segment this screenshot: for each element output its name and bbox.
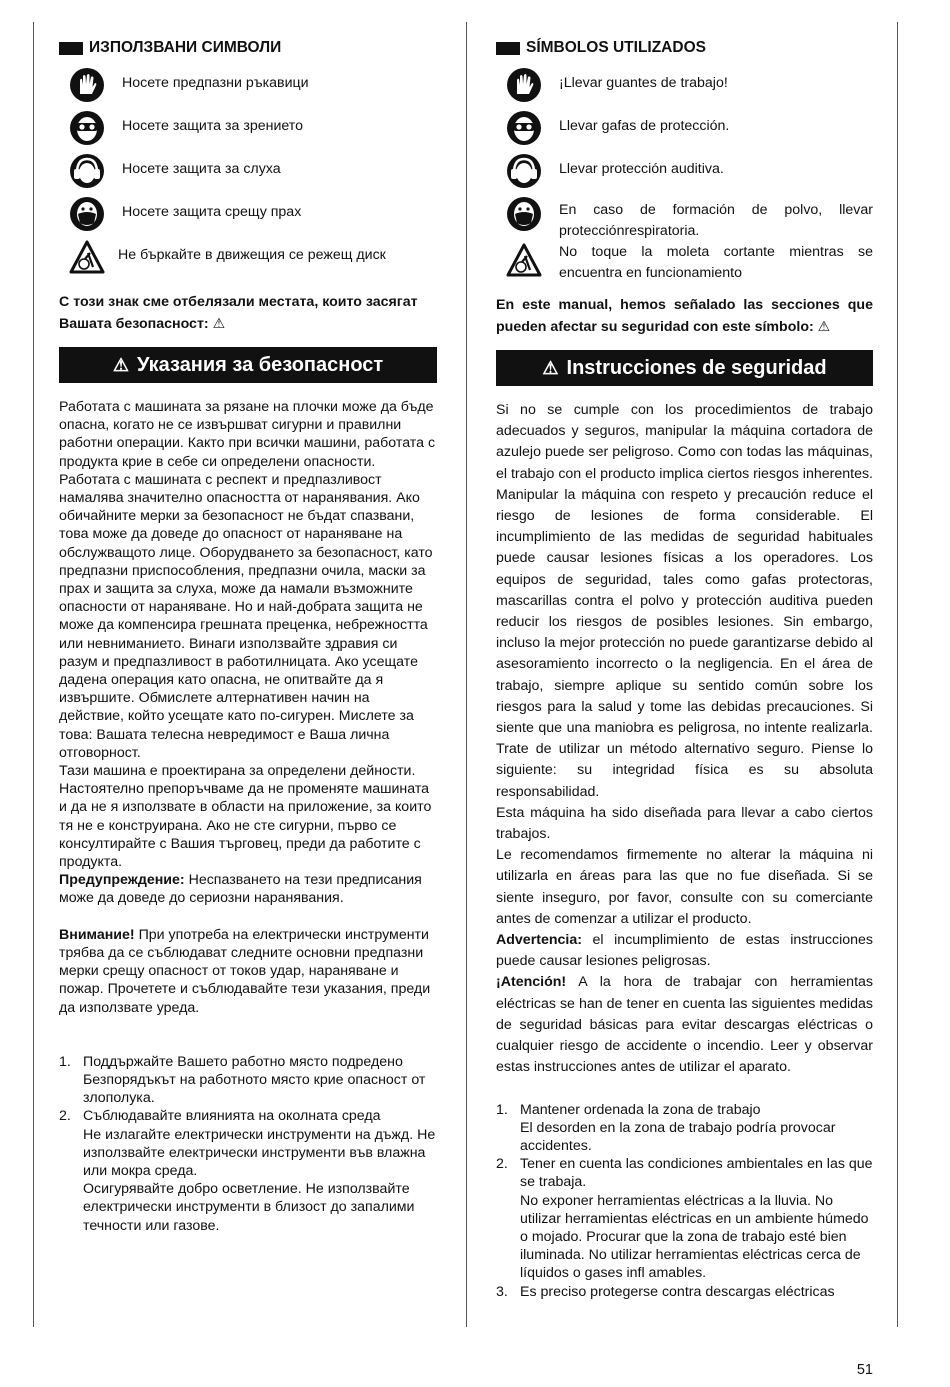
symbol-text: En caso de formación de polvo, llevar protecciónrespiratoria.: [559, 202, 873, 239]
paragraph: Тази машина е проектирана за определени дейности.: [59, 763, 416, 780]
symbol-row-goggles: [59, 110, 437, 153]
gloves-icon: [69, 67, 105, 103]
symbol-text: Не бъркайте в движещия се режещ диск: [118, 247, 386, 263]
blade-warning-icon: [69, 239, 105, 275]
list-item: 2. Tener en cuenta las condiciones ambientales en las que se trabaja. No exponer herramientas eléctricas a la lluvia. No utilizar herramientas eléctricas en un ambiente húmedo o mojado. Procurar que la zona de trabajo esté bien iluminada. No utilizar herramientas eléctricas cerca de líquidos o gases infl amables.: [496, 1156, 873, 1282]
paragraph: Si no se cumple con los procedimientos de trabajo adecuados y seguros, manipular la máquina cortadora de azulejo puede ser peligroso. Como con todas las máquinas, el trabajo con el producto implica ciertos riesgos inherentes. Manipular la máquina con respeto y precaución reduce el riesgo de lesiones de forma considerable. El incumplimiento de las medidas de seguridad habituales puede causar lesiones físicas a los operadores. Los equipos de seguridad, tales como gafas protectoras, mascarillas contra el polvo y protección auditiva pueden reducir los riesgos de posibles lesiones. Sin embargo, incluso la mejor protección no puede garantizarse debido al asesoramiento incorrecto o la negligencia. En el área de trabajo, siempre aplique su sentido común sobre los riesgos para la salud y tome las debidas precauciones. Si siente que una maniobra es peligrosa, no intente realizarla. Trate de utilizar un método alternativo seguro. Piense lo siguiente: su integridad física es su absoluta responsabilidad.: [496, 402, 873, 800]
heading-marker: [496, 42, 520, 55]
list-item: 1. Mantener ordenada la zona de trabajo El desorden en la zona de trabajo podría provocar accidentes.: [496, 1101, 836, 1154]
warning-triangle-icon: ⚠: [212, 315, 226, 332]
symbol-text: Llevar gafas de protección.: [559, 118, 730, 134]
symbol-row-goggles: [496, 110, 873, 153]
symbol-text: Носете защита за слуха: [122, 161, 281, 177]
warning-paragraph: Предупреждение: Неспазването на тези предписания може да доведе до сериозни наранявания.: [59, 872, 422, 907]
attention-paragraph: ¡Atención! A la hora de trabajar con herramientas eléctricas se han de tener en cuenta las siguientes medidas de seguridad básicas para evitar descargas eléctricas o cualquier riesgo de accidente o incendio. Leer y observar estas instrucciones antes de utilizar el aparato.: [496, 974, 873, 1076]
ear-protection-icon: [69, 153, 105, 189]
safety-banner: ⚠ Instrucciones de seguridad: [496, 350, 873, 386]
left-page-border: [33, 22, 34, 1327]
attention-paragraph: Внимание! При употреба на електрически инструменти трябва да се съблюдават следните основни предпазни мерки срещу опасност от токов удар, нараняване и пожар. Прочетете и съблюдавайте тези указания, преди да използвате уреда.: [59, 926, 431, 1016]
bulgarian-column: [59, 38, 437, 1235]
safety-rules-list: [59, 1053, 437, 1235]
dust-mask-icon: [506, 196, 542, 232]
paragraph: Esta máquina ha sido diseñada para llevar a cabo ciertos trabajos.: [496, 804, 873, 843]
warning-paragraph: Advertencia: el incumplimiento de estas instrucciones puede causar lesiones peligrosas.: [496, 932, 873, 970]
safety-note: En este manual, hemos señalado las secciones que pueden afectar su seguridad con este símbolo: ⚠: [496, 297, 873, 335]
warning-triangle-icon: ⚠: [817, 318, 831, 335]
symbol-text: Носете защита за зрението: [122, 118, 304, 134]
page-number: 51: [856, 1362, 873, 1378]
ear-protection-icon: [506, 153, 542, 189]
symbol-row-ear-protection: [59, 153, 437, 196]
symbol-text: Носете предпазни ръкавици: [122, 75, 309, 91]
symbol-row-gloves: [496, 67, 873, 110]
symbols-heading: SÍMBOLOS UTILIZADOS: [496, 38, 873, 58]
symbol-text: No toque la moleta cortante mientras se encuentra en funcionamiento: [559, 244, 873, 281]
list-item: 2. Съблюдавайте влиянията на околната среда Не излагайте електрически инструменти на дъжд. Не използвайте електрически инструменти във влажна или мокра среда. Осигурявайте добро осветление. Не използвайте електрически инструменти в близост до запалими течности или газове.: [59, 1108, 436, 1234]
symbol-row-blade-warning: [496, 242, 873, 285]
safety-body-text: [496, 400, 873, 1079]
dust-mask-icon: [69, 196, 105, 232]
center-divider: [466, 22, 467, 1327]
symbol-row-ear-protection: [496, 153, 873, 196]
symbols-heading: ИЗПОЛЗВАНИ СИМВОЛИ: [59, 38, 437, 58]
safety-note: С този знак сме отбелязали местата, които засягат Вашата безопасност: ⚠: [59, 294, 418, 332]
paragraph: Работата с машината за рязане на плочки може да бъде опасна, когато не се извършват сигурни и правилни работни операции. Както при всички машини, работата с продукта крие в себе си определени опасности. Работата с машината с респект и предпазливост намалява значително опасността от наранявания. Ако обичайните мерки за безопасност не бъдат спазвани, това може да доведе до опасност от нараняване на обслужващото лице. Оборудването за безопасност, като предпазни приспособления, предпазни очила, маски за прах и защита за слуха, може да намали възможните опасности от нараняване. Но и най-добрата защита не може да компенсира грешната преценка, небрежността или невниманието. Винаги използвайте здравия си разум и предпазливост в работилницата. Ако усещате дадена операция като опасна, не опитвайте да я извършите. Обмислете алтернативен начин на действие, който усещате като по-сигурен. Мислете за това: Вашата телесна невредимост е Ваша лична отговорност.: [59, 399, 436, 761]
list-item: 1. Поддържайте Вашето работно място подредено Безпорядъкът на работното място крие опасност от злополука.: [59, 1053, 426, 1107]
paragraph: Настоятелно препоръчваме да не променяте машината и да не я използвате в области на приложение, за които тя не е конструирана. Ако не сте сигурни, първо се консултирайте с Вашия търговец, преди да работите с продукта.: [59, 781, 432, 871]
right-page-border: [897, 22, 898, 1327]
symbol-row-gloves: [59, 67, 437, 110]
spanish-column: [496, 38, 873, 1301]
symbol-row-dust-mask: [59, 196, 437, 239]
list-item: 3. Es preciso protegerse contra descargas eléctricas: [496, 1283, 835, 1300]
warning-triangle-icon: ⚠: [112, 354, 129, 375]
warning-triangle-icon: ⚠: [542, 357, 559, 378]
safety-banner: ⚠ Указания за безопасност: [59, 347, 437, 383]
gloves-icon: [506, 67, 542, 103]
symbol-row-blade-warning: [59, 239, 437, 282]
safety-body-text: [59, 398, 437, 1017]
blade-warning-icon: [506, 242, 542, 278]
goggles-icon: [506, 110, 542, 146]
symbol-row-dust-mask: [496, 196, 873, 242]
symbol-text: ¡Llevar guantes de trabajo!: [559, 75, 728, 91]
symbol-text: Носете защита срещу прах: [122, 204, 302, 220]
paragraph: Le recomendamos firmemente no alterar la máquina ni utilizarla en áreas para las que no fue diseñada. Si se siente inseguro, por favor, consulte con su comerciante antes de comenzar a utilizar el producto.: [496, 847, 873, 927]
safety-rules-list: [496, 1101, 873, 1301]
goggles-icon: [69, 110, 105, 146]
heading-marker: [59, 42, 83, 55]
symbol-text: Llevar protección auditiva.: [559, 161, 724, 177]
